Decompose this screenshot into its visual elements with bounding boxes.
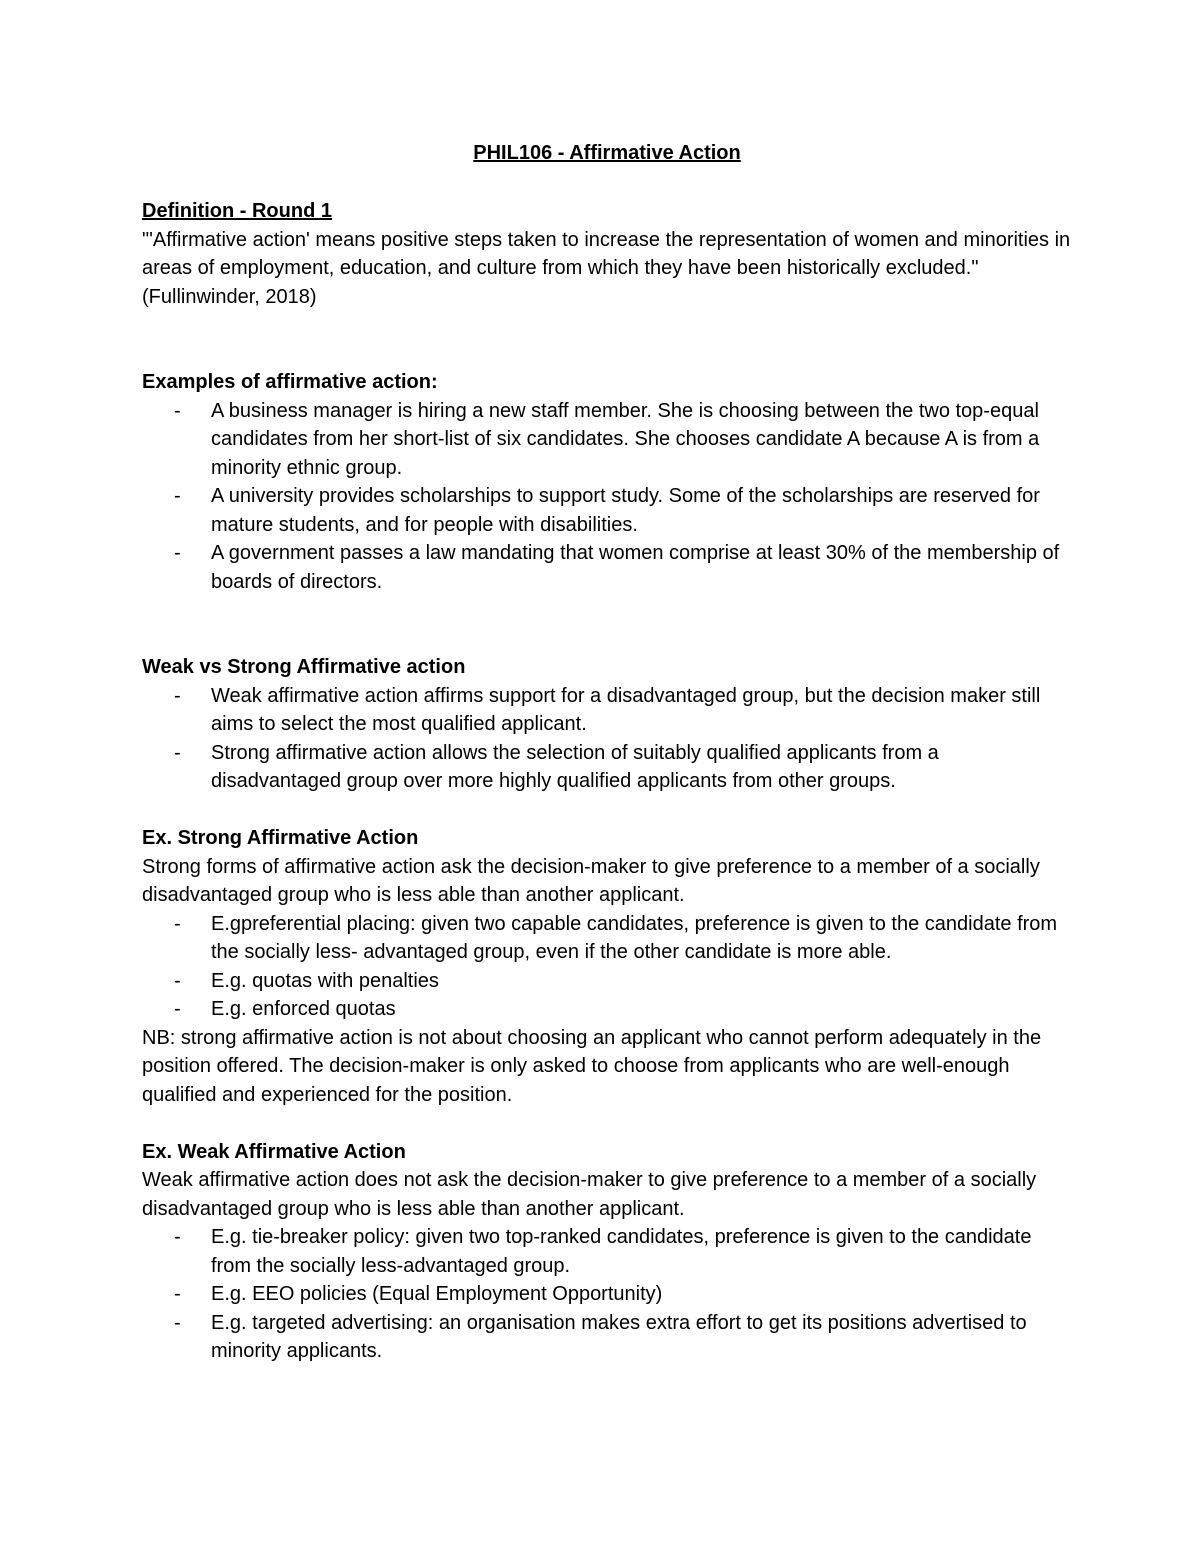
dash-bullet: - — [174, 1283, 181, 1305]
list-item-text: A business manager is hiring a new staff member. She is choosing between the two top-equal candidates from her short-list of six candidates. She chooses candidate A because A is from a minority ethnic group. — [211, 399, 1040, 479]
list-item-text: E.g. enforced quotas — [211, 998, 396, 1020]
list-item — [142, 910, 1072, 967]
list-item — [142, 539, 1072, 596]
document-page — [142, 139, 1072, 1366]
list-item-text: Strong affirmative action allows the selection of suitably qualified applicants from a disadvantaged group over more highly qualified applicants from other groups. — [211, 741, 939, 792]
list-item — [142, 1223, 1072, 1280]
list-item — [142, 682, 1072, 739]
dash-bullet: - — [174, 684, 181, 707]
document-title: PHIL106 - Affirmative Action — [473, 142, 741, 164]
list-item — [142, 739, 1072, 796]
list-item — [142, 1280, 1072, 1309]
dash-bullet: - — [174, 1226, 181, 1248]
weak-vs-strong-heading: Weak vs Strong Affirmative action — [142, 656, 466, 678]
list-item — [142, 482, 1072, 539]
examples-list — [142, 397, 1072, 597]
definition-text: "'Affirmative action' means positive steps taken to increase the representation of women and minorities in areas of employment, education, and culture from which they have been historically excluded." (Fullinwinder, 2018) — [142, 228, 1071, 308]
dash-bullet: - — [174, 741, 181, 764]
strong-intro: Strong forms of affirmative action ask the decision-maker to give preference to a member of a socially disadvantaged group who is less able than another applicant. — [142, 855, 1040, 906]
list-item — [142, 397, 1072, 483]
list-item-text: E.gpreferential placing: given two capable candidates, preference is given to the candidate from the socially less- advantaged group, even if the other candidate is more able. — [211, 912, 1058, 963]
spacer — [142, 311, 1072, 368]
list-item-text: E.g. targeted advertising: an organisation makes extra effort to get its positions advertised to minority applicants. — [211, 1311, 1027, 1362]
dash-bullet: - — [174, 998, 181, 1020]
examples-heading: Examples of affirmative action: — [142, 371, 438, 393]
dash-bullet: - — [174, 399, 181, 422]
weak-vs-strong-section — [142, 653, 1072, 796]
list-item-text: E.g. EEO policies (Equal Employment Opportunity) — [211, 1283, 663, 1305]
list-item-text: Weak affirmative action affirms support for a disadvantaged group, but the decision maker still aims to select the most qualified applicant. — [211, 684, 1041, 735]
definition-heading: Definition - Round 1 — [142, 200, 332, 222]
weak-heading: Ex. Weak Affirmative Action — [142, 1140, 406, 1163]
strong-note: NB: strong affirmative action is not about choosing an applicant who cannot perform adequately in the position offered. The decision-maker is only asked to choose from applicants who are well-enough qualified and experienced for the position. — [142, 1026, 1042, 1106]
weak-intro: Weak affirmative action does not ask the decision-maker to give preference to a member of a socially disadvantaged group who is less able than another applicant. — [142, 1169, 1037, 1220]
dash-bullet: - — [174, 912, 181, 935]
strong-section — [142, 824, 1072, 1109]
definition-section — [142, 197, 1072, 311]
list-item — [142, 1309, 1072, 1366]
dash-bullet: - — [174, 969, 181, 992]
list-item-text: E.g. quotas with penalties — [211, 969, 439, 992]
list-item-text: A university provides scholarships to support study. Some of the scholarships are reserved for mature students, and for people with disabilities. — [211, 485, 1040, 536]
list-item — [142, 995, 1072, 1024]
weak-list — [142, 1223, 1072, 1366]
dash-bullet: - — [174, 542, 181, 564]
spacer — [142, 1109, 1072, 1138]
strong-heading: Ex. Strong Affirmative Action — [142, 827, 419, 849]
spacer — [142, 596, 1072, 653]
strong-list — [142, 910, 1072, 1024]
list-item-text: A government passes a law mandating that women comprise at least 30% of the membership of boards of directors. — [211, 542, 1060, 593]
dash-bullet: - — [174, 485, 181, 507]
spacer — [142, 796, 1072, 825]
weak-vs-strong-list — [142, 682, 1072, 796]
weak-section — [142, 1138, 1072, 1366]
dash-bullet: - — [174, 1311, 181, 1334]
list-item-text: E.g. tie-breaker policy: given two top-ranked candidates, preference is given to the candidate from the socially less-advantaged group. — [211, 1226, 1032, 1277]
list-item — [142, 967, 1072, 996]
examples-section — [142, 368, 1072, 596]
